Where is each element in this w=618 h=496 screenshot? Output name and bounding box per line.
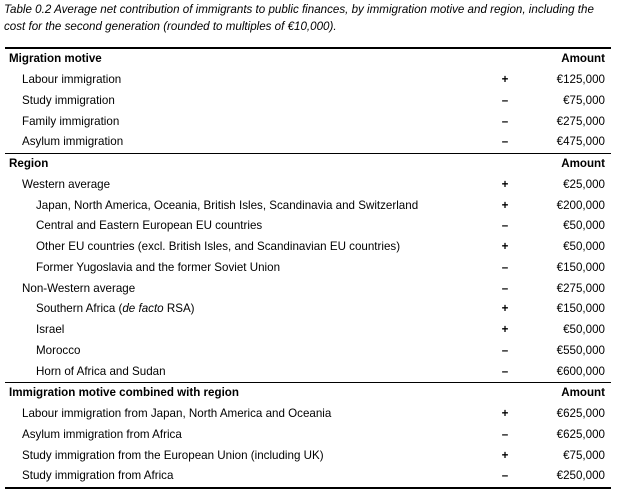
row-label: [5, 237, 485, 258]
row-label-text: Southern Africa (: [36, 302, 123, 316]
row-label-text: Non-Western average: [22, 281, 136, 295]
amount-value: €50,000: [563, 240, 605, 254]
table-row: [5, 175, 611, 196]
sign-indicator: –: [501, 135, 509, 149]
sign-indicator: +: [501, 448, 509, 462]
row-label: [5, 216, 485, 237]
amount-value: €125,000: [556, 73, 605, 87]
amount-value: €50,000: [563, 323, 605, 337]
row-label-text: Former Yugoslavia and the former Soviet Union: [36, 260, 281, 274]
row-label: [5, 445, 485, 466]
amount-value: €50,000: [563, 219, 605, 233]
row-label-text: Morocco: [36, 343, 81, 357]
row-label: [5, 111, 485, 132]
amount-value: €150,000: [556, 302, 605, 316]
row-label-text: Asylum immigration from Africa: [22, 427, 182, 441]
row-label-text: Labour immigration from Japan, North America and Oceania: [22, 407, 332, 421]
table-row: [5, 237, 611, 258]
sign-indicator: +: [501, 407, 509, 421]
table-row: [5, 299, 611, 320]
sign-indicator: –: [501, 260, 509, 274]
row-label-text: Other EU countries (excl. British Isles, and Scandinavian EU countries): [36, 240, 401, 254]
sign-indicator: –: [501, 281, 509, 295]
amount-value: €625,000: [556, 427, 605, 441]
row-label-text: Labour immigration: [22, 73, 122, 87]
sign-indicator: –: [501, 219, 509, 233]
table-row: [5, 278, 611, 299]
table-row: [5, 341, 611, 362]
table-row: [5, 132, 611, 153]
table-row: [5, 404, 611, 425]
row-label-text: Study immigration from the European Union (including UK): [22, 448, 324, 462]
row-label: [5, 175, 485, 196]
table-row: [5, 195, 611, 216]
row-label: [5, 70, 485, 91]
sign-indicator: +: [501, 240, 509, 254]
row-label-text: Study immigration from Africa: [22, 469, 174, 483]
amount-value: €275,000: [556, 114, 605, 128]
row-label: [5, 404, 485, 425]
section-title: Region: [5, 153, 525, 174]
table-row: [5, 91, 611, 112]
sign-indicator: –: [501, 93, 509, 107]
sign-indicator: –: [501, 364, 509, 378]
section-header: [5, 48, 611, 70]
sign-indicator: +: [501, 198, 509, 212]
amount-value: €275,000: [556, 281, 605, 295]
sign-indicator: –: [485, 466, 525, 488]
table-row: [5, 466, 611, 488]
row-label: [5, 425, 485, 446]
section-title: Migration motive: [5, 48, 525, 70]
row-label: [5, 361, 485, 382]
sign-indicator: –: [501, 427, 509, 441]
amount-value: €200,000: [556, 198, 605, 212]
row-label: [5, 91, 485, 112]
sign-indicator: +: [501, 177, 509, 191]
sign-indicator: +: [501, 73, 509, 87]
sign-indicator: –: [501, 114, 509, 128]
row-label-text: Japan, North America, Oceania, British Isles, Scandinavia and Switzerland: [36, 198, 419, 212]
row-label: [5, 258, 485, 279]
amount-column-header: Amount: [525, 383, 611, 404]
row-label-text: Study immigration: [22, 93, 115, 107]
table-row: [5, 258, 611, 279]
section-header: [5, 153, 611, 174]
table-body: [5, 48, 611, 488]
amount-value: €625,000: [556, 407, 605, 421]
amount-value: €25,000: [563, 177, 605, 191]
row-label: [5, 320, 485, 341]
row-label-text: RSA): [163, 302, 195, 316]
amount-value: €600,000: [556, 364, 605, 378]
section-title: Immigration motive combined with region: [5, 383, 525, 404]
row-label-text: de facto: [122, 302, 164, 316]
sign-indicator: +: [501, 323, 509, 337]
row-label: [5, 278, 485, 299]
table-row: [5, 445, 611, 466]
row-label: [5, 466, 485, 488]
sign-indicator: +: [501, 302, 509, 316]
row-label-text: Israel: [36, 323, 65, 337]
amount-value: €550,000: [556, 343, 605, 357]
row-label: [5, 195, 485, 216]
table-row: [5, 361, 611, 382]
row-label-text: Central and Eastern European EU countries: [36, 219, 263, 233]
row-label: [5, 299, 485, 320]
table-row: [5, 320, 611, 341]
row-label: [5, 341, 485, 362]
row-label-text: Family immigration: [22, 114, 120, 128]
amount-column-header: Amount: [525, 48, 611, 70]
amount-value: €250,000: [525, 466, 611, 488]
table-row: [5, 70, 611, 91]
row-label-text: Asylum immigration: [22, 135, 124, 149]
table-caption: Table 0.2 Average net contribution of immigrants to public finances, by immigration motive and region, including the cost for the second generation (rounded to multiples of €10,000).: [4, 3, 594, 33]
table-row: [5, 111, 611, 132]
section-header: [5, 383, 611, 404]
row-label-text: Western average: [22, 177, 111, 191]
table-row: [5, 216, 611, 237]
amount-value: €150,000: [556, 260, 605, 274]
table-row: [5, 425, 611, 446]
amount-column-header: Amount: [525, 153, 611, 174]
row-label: [5, 132, 485, 153]
amount-value: €75,000: [563, 93, 605, 107]
amount-value: €75,000: [563, 448, 605, 462]
row-label-text: Horn of Africa and Sudan: [36, 364, 166, 378]
sign-indicator: –: [501, 343, 509, 357]
contribution-table: [5, 47, 611, 489]
amount-value: €475,000: [556, 135, 605, 149]
